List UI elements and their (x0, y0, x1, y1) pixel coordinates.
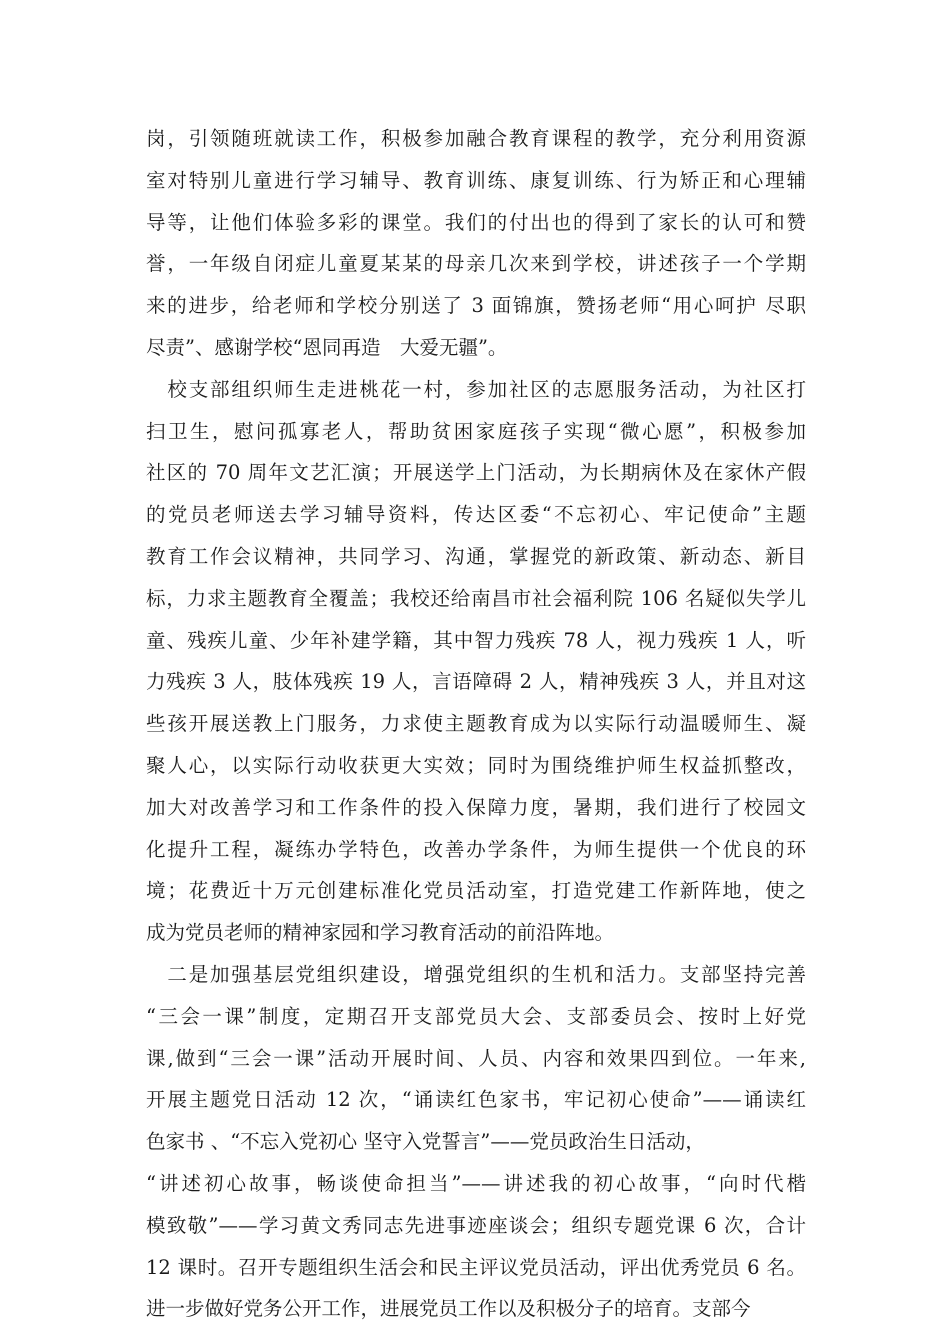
text-line: “三会一课”制度，定期召开支部党员大会、支部委员会、按时上好党 (146, 1004, 806, 1028)
text-line: 标，力求主题教育全覆盖；我校还给南昌市社会福利院 106 名疑似失学儿 (146, 586, 806, 610)
text-line: 化提升工程，凝练办学特色，改善办学条件，为师生提供一个优良的环 (146, 837, 806, 861)
text-line: 誉，一年级自闭症儿童夏某某的母亲几次来到学校，讲述孩子一个学期 (146, 252, 806, 276)
paragraph-2 (146, 369, 806, 954)
text-line: 12 课时。召开专题组织生活会和民主评议党员活动，评出优秀党员 6 名。 (146, 1255, 806, 1279)
text-line: 来的进步，给老师和学校分别送了 3 面锦旗，赞扬老师“用心呵护 尽职 (146, 294, 806, 318)
text-line: 色家书 、“不忘入党初心 坚守入党誓言”——党员政治生日活动， (146, 1130, 705, 1154)
text-line: 教育工作会议精神，共同学习、沟通，掌握党的新政策、新动态、新目 (146, 544, 806, 568)
text-line: 力残疾 3 人，肢体残疾 19 人，言语障碍 2 人，精神残疾 3 人，并且对这 (146, 670, 806, 694)
text-line: 导等，让他们体验多彩的课堂。我们的付出也的得到了家长的认可和赞 (146, 210, 806, 234)
document-body (146, 118, 806, 1330)
text-line: 尽责”、感谢学校“恩同再造 大爱无疆”。 (146, 335, 508, 359)
text-line: 加大对改善学习和工作条件的投入保障力度，暑期，我们进行了校园文 (146, 795, 806, 819)
paragraph-3 (146, 954, 806, 1330)
text-line: 成为党员老师的精神家园和学习教育活动的前沿阵地。 (146, 921, 615, 945)
text-line: 室对特别儿童进行学习辅导、教育训练、康复训练、行为矫正和心理辅 (146, 168, 806, 192)
text-line: 进一步做好党务公开工作，进展党员工作以及积极分子的培育。支部今 (146, 1297, 751, 1321)
text-line: “讲述初心故事，畅谈使命担当”——讲述我的初心故事，“向时代楷 (146, 1171, 806, 1195)
paragraph-1 (146, 118, 806, 369)
text-line: 二是加强基层党组织建设，增强党组织的生机和活力。支部坚持完善 (146, 962, 806, 986)
text-line: 社区的 70 周年文艺汇演；开展送学上门活动，为长期病休及在家休产假 (146, 461, 806, 485)
text-line: 课,做到“三会一课”活动开展时间、人员、内容和效果四到位。一年来, (146, 1046, 806, 1070)
text-line: 的党员老师送去学习辅导资料，传达区委“不忘初心、牢记使命”主题 (146, 503, 806, 527)
text-line: 岗，引领随班就读工作，积极参加融合教育课程的教学，充分利用资源 (146, 127, 806, 150)
text-line: 校支部组织师生走进桃花一村，参加社区的志愿服务活动，为社区打 (146, 377, 806, 401)
text-line: 扫卫生，慰问孤寡老人，帮助贫困家庭孩子实现“微心愿”，积极参加 (146, 419, 806, 443)
text-line: 境；花费近十万元创建标准化党员活动室，打造党建工作新阵地，使之 (146, 879, 806, 903)
text-line: 开展主题党日活动 12 次，“诵读红色家书，牢记初心使命”——诵读红 (146, 1088, 806, 1112)
text-line: 聚人心，以实际行动收获更大实效；同时为围绕维护师生权益抓整改， (146, 753, 806, 777)
text-line: 些孩开展送教上门服务，力求使主题教育成为以实际行动温暖师生、凝 (146, 712, 806, 736)
text-line: 童、残疾儿童、少年补建学籍，其中智力残疾 78 人，视力残疾 1 人，听 (146, 628, 806, 652)
text-line: 模致敬”——学习黄文秀同志先进事迹座谈会；组织专题党课 6 次，合计 (146, 1213, 806, 1237)
